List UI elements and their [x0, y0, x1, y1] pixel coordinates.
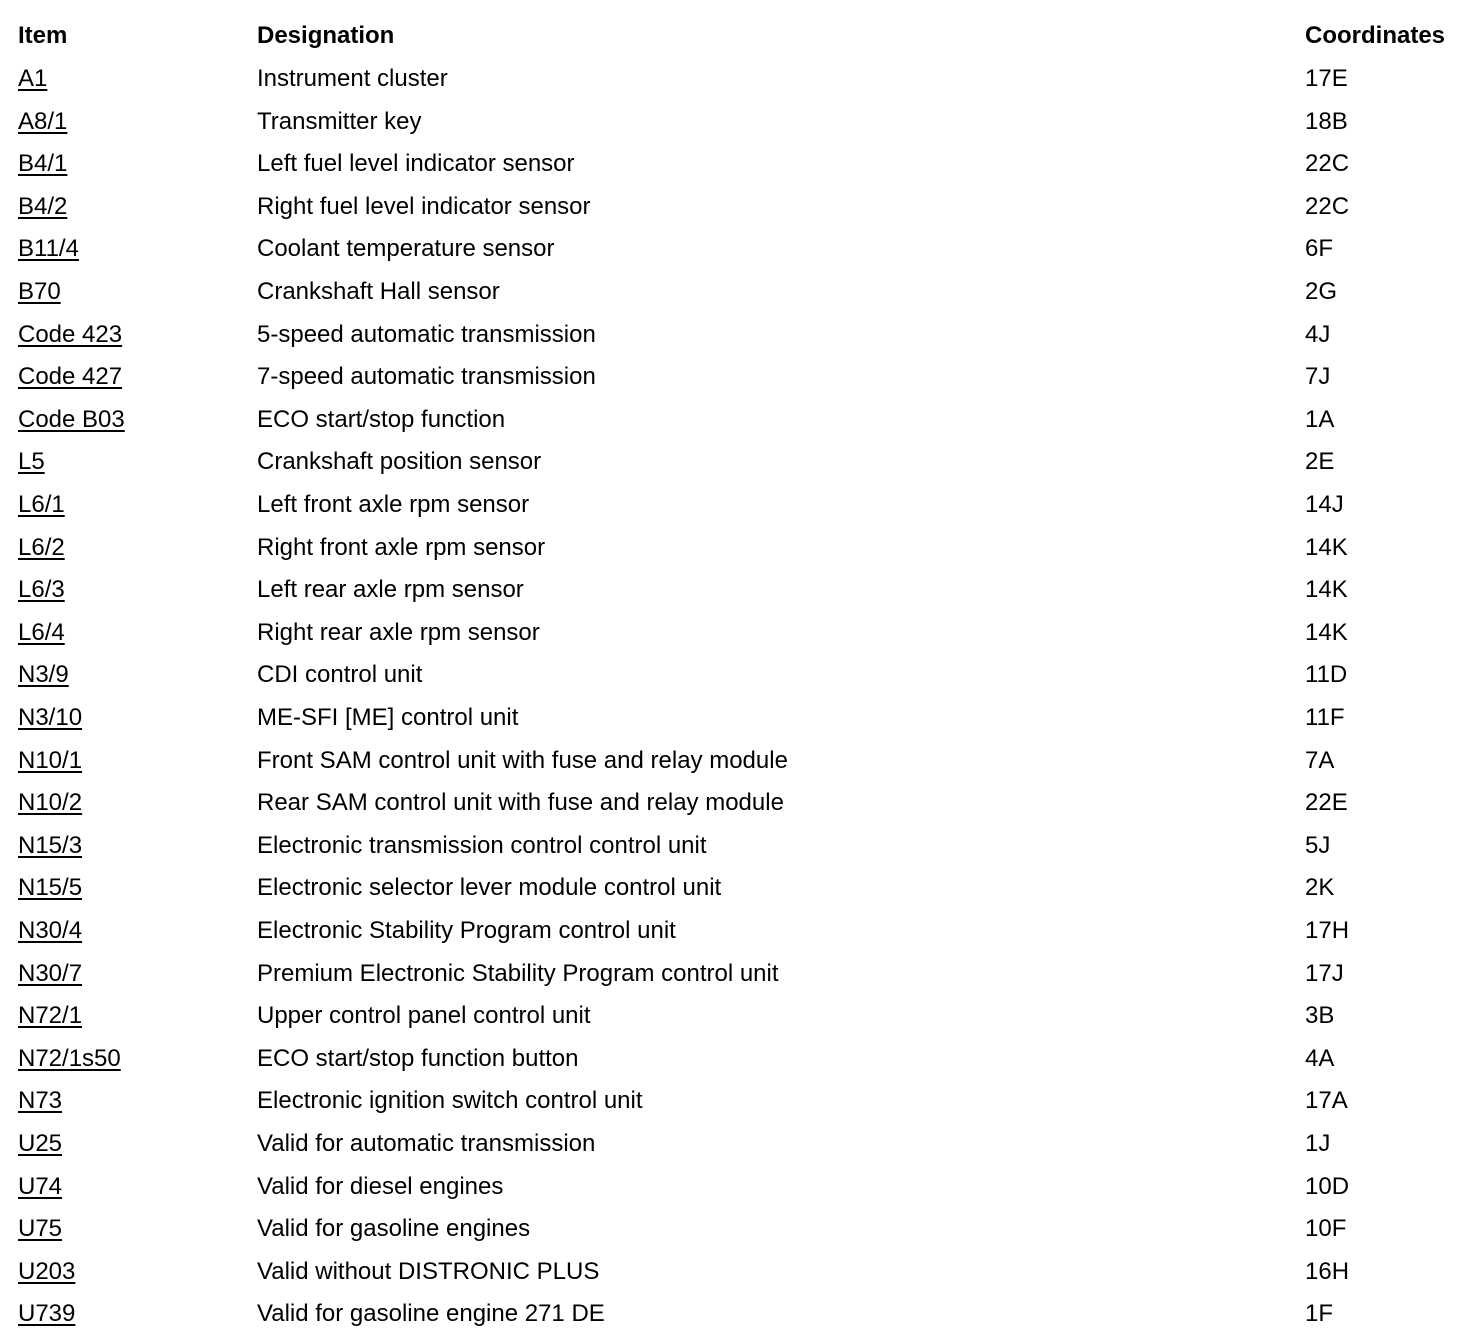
- table-row: [0, 314, 1472, 356]
- table-row: [0, 356, 1472, 398]
- designation-text: Crankshaft position sensor: [257, 448, 542, 476]
- item-link[interactable]: N15/3: [18, 831, 83, 859]
- designation-text: Front SAM control unit with fuse and relay module: [257, 746, 788, 774]
- item-link[interactable]: U74: [18, 1172, 63, 1200]
- item-link[interactable]: N10/1: [18, 746, 83, 774]
- coordinates-text: 3B: [1305, 1002, 1335, 1030]
- coordinates-text: 1F: [1305, 1300, 1334, 1328]
- coordinates-text: 4A: [1305, 1044, 1335, 1072]
- coordinates-text: 17A: [1305, 1087, 1348, 1115]
- item-link[interactable]: U25: [18, 1130, 63, 1157]
- table-row: [0, 101, 1472, 143]
- table-row: [0, 867, 1472, 909]
- item-link[interactable]: N3/9: [18, 661, 69, 689]
- coordinates-text: 5J: [1305, 831, 1331, 859]
- item-link[interactable]: U739: [18, 1300, 76, 1328]
- header-designation: Designation: [257, 22, 395, 49]
- designation-text: Left rear axle rpm sensor: [257, 576, 524, 604]
- coordinates-text: 14K: [1305, 576, 1348, 604]
- designation-text: 5-speed automatic transmission: [257, 320, 596, 348]
- table-row: [0, 825, 1472, 867]
- designation-text: Electronic ignition switch control unit: [257, 1087, 643, 1115]
- coordinates-text: 14J: [1305, 491, 1344, 518]
- item-link[interactable]: N72/1: [18, 1002, 83, 1030]
- coordinates-text: 17E: [1305, 65, 1348, 92]
- item-link[interactable]: U203: [18, 1257, 76, 1285]
- coordinates-text: 11F: [1305, 704, 1345, 731]
- item-link[interactable]: N10/2: [18, 789, 83, 817]
- designation-text: ME-SFI [ME] control unit: [257, 704, 519, 731]
- designation-text: Upper control panel control unit: [257, 1002, 591, 1030]
- designation-text: Transmitter key: [257, 107, 422, 135]
- designation-text: CDI control unit: [257, 661, 423, 689]
- item-link[interactable]: U75: [18, 1215, 63, 1243]
- coordinates-text: 18B: [1305, 107, 1348, 135]
- item-link[interactable]: L6/2: [18, 533, 65, 561]
- coordinates-text: 17H: [1305, 917, 1350, 944]
- designation-text: ECO start/stop function: [257, 405, 506, 433]
- coordinates-text: 2E: [1305, 448, 1335, 476]
- table-row: [0, 186, 1472, 228]
- coordinates-text: 2G: [1305, 278, 1338, 305]
- coordinates-text: 1J: [1305, 1130, 1331, 1157]
- coordinates-text: 4J: [1305, 320, 1331, 348]
- designation-text: ECO start/stop function button: [257, 1044, 579, 1072]
- table-row: [0, 441, 1472, 483]
- coordinates-text: 11D: [1305, 661, 1348, 689]
- item-link[interactable]: L6/1: [18, 491, 65, 518]
- table-row: [0, 143, 1472, 185]
- table-row: [0, 1166, 1472, 1208]
- coordinates-text: 7A: [1305, 746, 1335, 774]
- table-row: [0, 1293, 1472, 1335]
- item-link[interactable]: L6/4: [18, 618, 65, 646]
- coordinates-text: 14K: [1305, 618, 1348, 646]
- designation-text: Crankshaft Hall sensor: [257, 278, 500, 305]
- designation-text: Valid for gasoline engine 271 DE: [257, 1300, 605, 1328]
- item-link[interactable]: N72/1s50: [18, 1044, 121, 1072]
- table-row: [0, 527, 1472, 569]
- coordinates-text: 22E: [1305, 789, 1348, 817]
- item-link[interactable]: Code 427: [18, 363, 123, 391]
- designation-text: Right fuel level indicator sensor: [257, 192, 591, 220]
- designation-text: Valid for diesel engines: [257, 1172, 504, 1200]
- table-row: [0, 1208, 1472, 1250]
- table-row: [0, 271, 1472, 313]
- item-link[interactable]: Code B03: [18, 405, 125, 433]
- item-link[interactable]: L5: [18, 448, 45, 476]
- header-row: [0, 15, 1472, 57]
- table-row: [0, 1251, 1472, 1293]
- item-link[interactable]: B70: [18, 278, 61, 305]
- table-row: [0, 654, 1472, 696]
- table-row: [0, 1038, 1472, 1080]
- item-link[interactable]: N30/7: [18, 959, 83, 987]
- designation-text: Left front axle rpm sensor: [257, 491, 530, 518]
- item-link[interactable]: N30/4: [18, 917, 83, 944]
- item-link[interactable]: B4/1: [18, 150, 68, 178]
- designation-text: Electronic transmission control control unit: [257, 831, 707, 859]
- item-link[interactable]: L6/3: [18, 576, 65, 604]
- table-row: [0, 782, 1472, 824]
- coordinates-text: 22C: [1305, 150, 1350, 178]
- table-row: [0, 612, 1472, 654]
- designation-text: Premium Electronic Stability Program control unit: [257, 959, 779, 987]
- designation-text: Electronic selector lever module control unit: [257, 874, 722, 902]
- item-link[interactable]: N15/5: [18, 874, 83, 902]
- table-row: [0, 697, 1472, 739]
- item-link[interactable]: A1: [18, 65, 48, 92]
- designation-text: Electronic Stability Program control unit: [257, 917, 676, 944]
- designation-text: Right front axle rpm sensor: [257, 533, 546, 561]
- table-row: [0, 569, 1472, 611]
- item-link[interactable]: B4/2: [18, 192, 68, 220]
- designation-text: Rear SAM control unit with fuse and relay module: [257, 789, 784, 817]
- item-link[interactable]: Code 423: [18, 320, 123, 348]
- table-row: [0, 399, 1472, 441]
- table-row: [0, 1123, 1472, 1165]
- coordinates-text: 10D: [1305, 1172, 1350, 1200]
- table-row: [0, 995, 1472, 1037]
- item-link[interactable]: B11/4: [18, 235, 79, 263]
- designation-text: Left fuel level indicator sensor: [257, 150, 575, 178]
- table-row: [0, 228, 1472, 270]
- coordinates-text: 7J: [1305, 363, 1331, 391]
- item-link[interactable]: A8/1: [18, 107, 68, 135]
- coordinates-text: 10F: [1305, 1215, 1347, 1243]
- coordinates-text: 22C: [1305, 192, 1350, 220]
- coordinates-text: 17J: [1305, 959, 1344, 987]
- header-coordinates: Coordinates: [1305, 22, 1446, 49]
- header-item: Item: [18, 22, 68, 49]
- table-row: [0, 910, 1472, 952]
- coordinates-text: 14K: [1305, 533, 1348, 561]
- table-row: [0, 740, 1472, 782]
- table-row: [0, 1080, 1472, 1122]
- designation-text: Valid for automatic transmission: [257, 1130, 596, 1157]
- coordinates-text: 2K: [1305, 874, 1335, 902]
- table-row: [0, 58, 1472, 100]
- item-link[interactable]: N3/10: [18, 704, 83, 731]
- designation-text: Coolant temperature sensor: [257, 235, 555, 263]
- coordinates-text: 16H: [1305, 1257, 1350, 1285]
- table-row: [0, 953, 1472, 995]
- designation-text: Right rear axle rpm sensor: [257, 618, 540, 646]
- item-link[interactable]: N73: [18, 1087, 63, 1115]
- designation-text: Instrument cluster: [257, 65, 448, 92]
- coordinates-text: 6F: [1305, 235, 1334, 263]
- table-row: [0, 484, 1472, 526]
- coordinates-text: 1A: [1305, 405, 1335, 433]
- designation-text: Valid for gasoline engines: [257, 1215, 531, 1243]
- designation-text: Valid without DISTRONIC PLUS: [257, 1257, 600, 1285]
- designation-text: 7-speed automatic transmission: [257, 363, 596, 391]
